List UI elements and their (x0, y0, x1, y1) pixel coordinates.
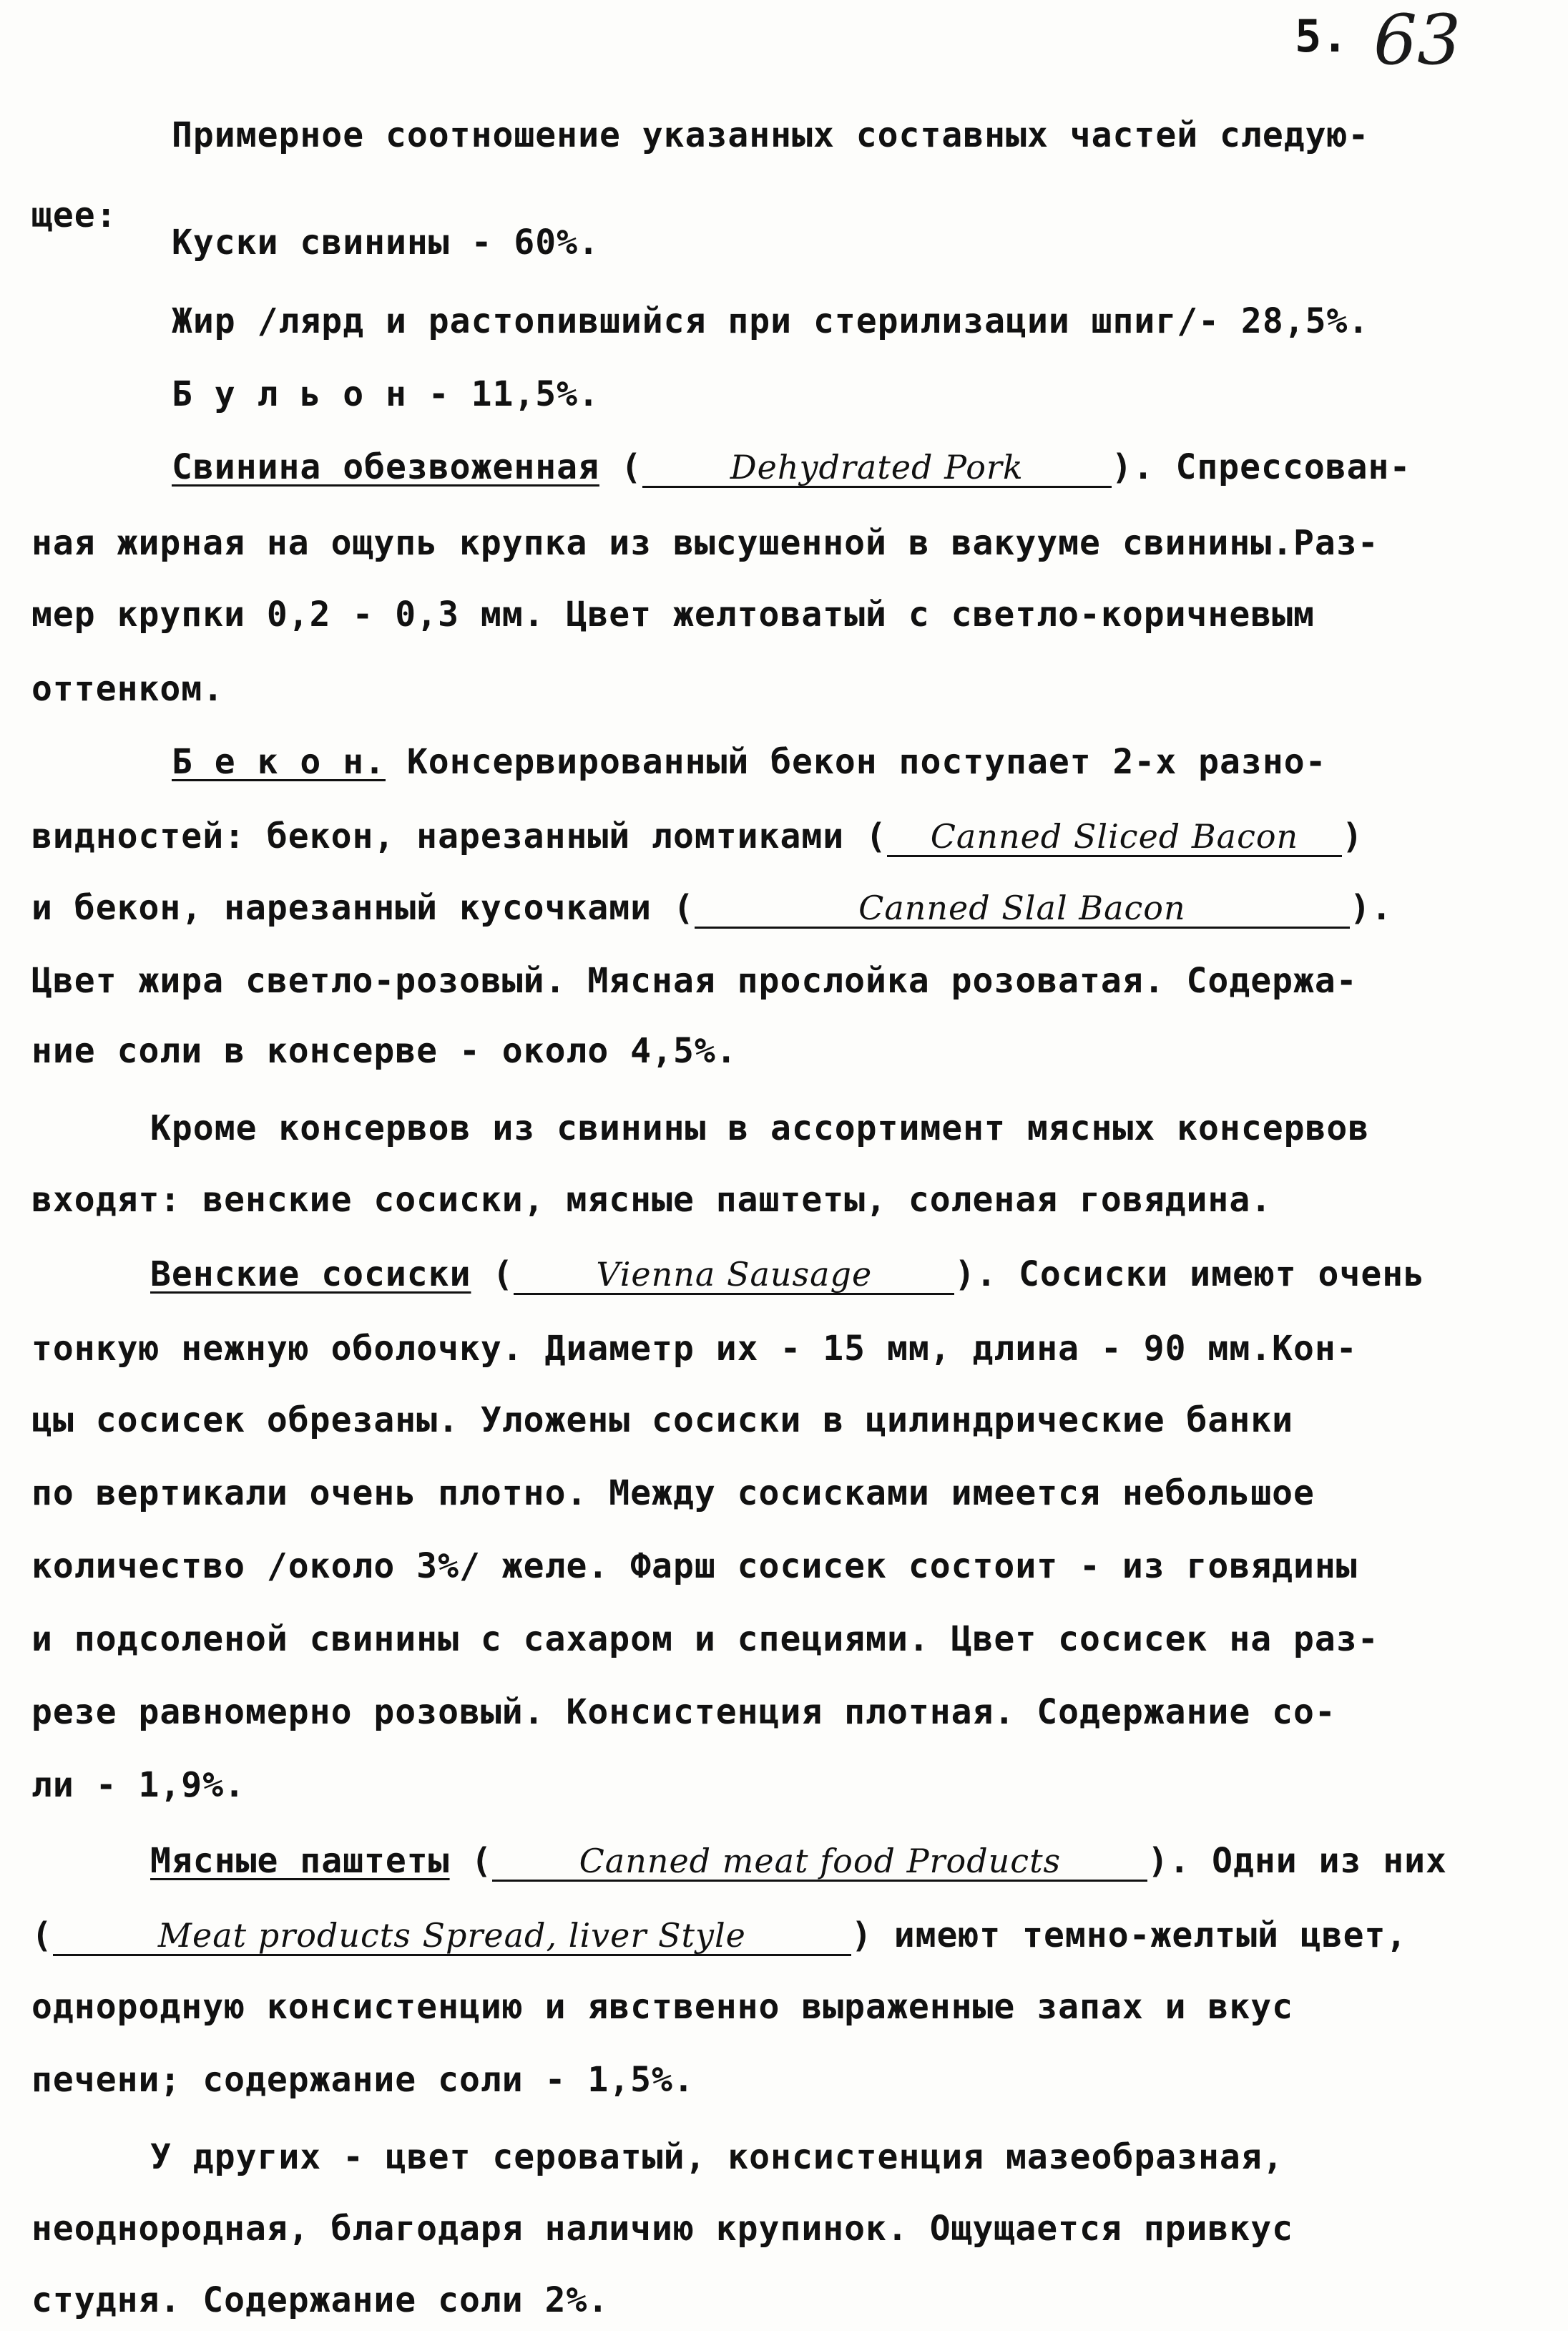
section-heading: Венские сосиски (150, 1254, 471, 1294)
text-line: по вертикали очень плотно. Между сосисками имеется небольшое (31, 1473, 1315, 1513)
section-heading: Свинина обезвоженная (172, 447, 599, 487)
handwritten-fill: Canned Slal Bacon (695, 889, 1350, 929)
broth-label: Б у л ь о н - 11,5%. (172, 374, 599, 414)
text-fragment: ). Сосиски имеют очень (954, 1254, 1426, 1294)
text-line: тонкую нежную оболочку. Диаметр их - 15 мм, длина - 90 мм.Кон- (31, 1329, 1358, 1369)
text-line (150, 1254, 1568, 1295)
text-fragment: ). Спрессован- (1111, 447, 1411, 487)
text-line: Кроме консервов из свинины в ассортимент мясных консервов (150, 1108, 1370, 1148)
paren: ( (599, 447, 642, 487)
text-line: студня. Содержание соли 2%. (31, 2280, 609, 2320)
text-line: количество /около 3%/ желе. Фарш сосисек состоит - из говядины (31, 1546, 1358, 1586)
text-line (31, 1915, 1548, 1956)
text-line: неоднородная, благодаря наличию крупинок. Ощущается привкус (31, 2209, 1294, 2249)
text-fragment: Консервированный бекон поступает 2-х разно- (385, 742, 1327, 782)
handwritten-fill: Vienna Sausage (514, 1256, 954, 1295)
text-fragment: видностей: бекон, нарезанный ломтиками ( (31, 816, 887, 856)
handwritten-fill: Dehydrated Pork (642, 449, 1112, 488)
text-line: мер крупки 0,2 - 0,3 мм. Цвет желтоватый с светло-коричневым (31, 595, 1315, 635)
text-line (31, 816, 1548, 857)
text-line: щее: (31, 195, 117, 235)
text-line: входят: венские сосиски, мясные паштеты, соленая говядина. (31, 1180, 1273, 1220)
text-fragment: и бекон, нарезанный кусочками ( (31, 888, 695, 928)
section-heading: Б е к о н. (172, 742, 386, 782)
text-line: однородную консистенцию и явственно выраженные запах и вкус (31, 1987, 1294, 2027)
paren: ( (449, 1841, 493, 1881)
text-line (172, 373, 1568, 415)
text-line (172, 446, 1568, 488)
text-line: печени; содержание соли - 1,5%. (31, 2060, 695, 2100)
text-line: Цвет жира светло-розовый. Мясная прослойка розоватая. Содержа- (31, 961, 1358, 1001)
text-line: цы сосисек обрезаны. Уложены сосиски в цилиндрические банки (31, 1400, 1294, 1440)
handwritten-fill: Canned meat food Products (492, 1842, 1147, 1882)
text-fragment: ). Одни из них (1147, 1841, 1447, 1881)
handwritten-fill: Meat products Spread, liver Style (53, 1917, 851, 1956)
text-line: Примерное соотношение указанных составных частей следую- (172, 115, 1370, 155)
text-line: Жир /лярд и растопившийся при стерилизации шпиг/- 28,5%. (172, 301, 1370, 341)
text-line (31, 887, 1548, 929)
section-heading: Мясные паштеты (150, 1841, 450, 1881)
text-line: Куски свинины - 60%. (172, 223, 599, 263)
text-line: ли - 1,9%. (31, 1765, 245, 1805)
text-line: ная жирная на ощупь крупка из высушенной в вакууме свинины.Раз- (31, 523, 1379, 563)
text-line: и подсоленой свинины с сахаром и специями. Цвет сосисек на раз- (31, 1619, 1379, 1659)
text-line (172, 741, 1568, 783)
text-line: ние соли в консерве - около 4,5%. (31, 1031, 738, 1071)
text-fragment: ) имеют темно-желтый цвет, (851, 1915, 1408, 1955)
text-line: У других - цвет сероватый, консистенция мазеобразная, (150, 2137, 1284, 2177)
text-fragment: ). (1349, 888, 1393, 928)
handwritten-fill: Canned Sliced Bacon (887, 818, 1342, 857)
text-fragment: ) (1341, 816, 1363, 856)
paren: ( (471, 1254, 514, 1294)
text-line (150, 1840, 1568, 1882)
text-line: оттенком. (31, 669, 225, 709)
handwritten-page-number: 63 (1373, 0, 1461, 80)
paren: ( (31, 1915, 53, 1955)
text-line: резе равномерно розовый. Консистенция плотная. Содержание со- (31, 1692, 1336, 1732)
page-number: 5. (1295, 10, 1348, 62)
